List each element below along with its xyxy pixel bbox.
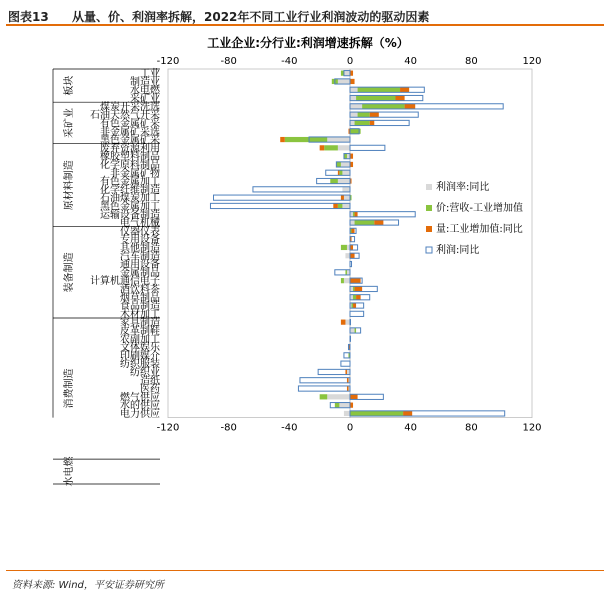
category-label: 非金属矿物: [110, 168, 160, 180]
category-label: 酒饮料茶: [120, 284, 160, 296]
group-label: 采矿业: [64, 107, 75, 138]
category-label: 汽车制造: [120, 251, 160, 263]
legend-label: 利润率:同比: [436, 182, 490, 193]
x-tick-label-bottom: 80: [464, 422, 478, 434]
bar-margin-yoy: [350, 95, 356, 100]
bar-margin-yoy: [350, 120, 355, 125]
x-tick-label-top: 40: [404, 56, 418, 67]
bar-margin-yoy: [344, 411, 350, 416]
bar-margin-yoy: [350, 104, 362, 109]
category-label: 有色金属矿采: [100, 118, 160, 130]
bar-price: [353, 212, 355, 217]
bar-volume: [374, 220, 383, 225]
bar-margin-yoy: [342, 187, 350, 192]
bar-volume: [353, 303, 356, 308]
bar-margin-yoy: [338, 79, 350, 84]
category-label: 橡胶塑料制品: [100, 151, 160, 163]
bar-profit-yoy: [253, 187, 350, 192]
bar-price: [341, 278, 344, 283]
category-label: 黑色金属加工: [100, 201, 160, 213]
category-label: 采矿业: [130, 93, 160, 105]
x-tick-label-top: -40: [281, 56, 298, 67]
category-label: 烟草制品: [120, 292, 160, 304]
category-label: 燃气供应: [120, 392, 160, 404]
bar-price: [358, 112, 370, 117]
bar-margin-yoy: [327, 137, 350, 142]
bar-volume: [370, 112, 379, 117]
bar-volume: [341, 195, 344, 200]
bar-price: [285, 137, 327, 142]
bar-margin-yoy: [338, 145, 350, 150]
bar-margin-yoy: [342, 203, 350, 208]
figure-header: [6, 4, 604, 26]
bar-volume: [350, 79, 355, 84]
legend-swatch: [426, 247, 432, 253]
x-tick-label-top: -120: [156, 56, 180, 67]
category-label: 专用设备: [120, 234, 160, 246]
bar-price: [330, 178, 338, 183]
bar-volume: [347, 386, 349, 391]
legend-swatch: [426, 205, 432, 211]
bar-profit-yoy: [350, 320, 351, 325]
bar-volume: [355, 212, 358, 217]
category-label: 农副加工: [120, 334, 160, 346]
bar-volume: [338, 170, 340, 175]
bar-price: [324, 145, 338, 150]
legend-swatch: [426, 184, 432, 190]
bar-volume: [350, 394, 358, 399]
category-label: 木材加工: [120, 309, 160, 321]
bar-profit-yoy: [214, 195, 351, 200]
bar-price: [335, 403, 340, 408]
category-label: 有色金属加工: [100, 176, 160, 188]
bar-price: [362, 104, 404, 109]
category-label: 食品制造: [120, 301, 160, 313]
bar-volume: [320, 145, 325, 150]
bar-margin-yoy: [345, 320, 350, 325]
group-label: 板块: [64, 75, 75, 96]
category-label: 其他制造: [120, 242, 160, 254]
category-label: 计算机通信电子: [90, 276, 160, 288]
bar-margin-yoy: [350, 112, 358, 117]
bar-volume: [356, 295, 361, 300]
bar-volume: [405, 104, 416, 109]
category-label: 家具制造: [120, 317, 160, 329]
legend-label: 利润:同比: [436, 245, 480, 256]
figure-number: 图表13: [8, 10, 49, 24]
category-label: 电气机械: [120, 218, 160, 230]
bar-volume: [333, 203, 338, 208]
x-tick-label-bottom: 120: [522, 422, 542, 434]
x-tick-label-top: -80: [220, 56, 237, 67]
x-tick-label-top: 120: [522, 56, 542, 67]
bar-margin-yoy: [345, 253, 350, 258]
profit-decomposition-chart: [0, 30, 614, 590]
bar-profit-yoy: [300, 378, 350, 383]
category-label: 纺织业: [130, 367, 160, 379]
category-label: 印刷媒介: [120, 350, 160, 362]
x-tick-label-bottom: 0: [346, 422, 354, 434]
bar-volume: [352, 228, 355, 233]
category-label: 制造业: [130, 76, 160, 88]
bar-price: [336, 162, 341, 167]
bar-profit-yoy: [318, 369, 350, 374]
bar-margin-yoy: [342, 170, 350, 175]
bar-profit-yoy: [350, 336, 351, 341]
bar-margin-yoy: [350, 328, 355, 333]
bar-price: [353, 295, 356, 300]
category-label: 非金属矿采选: [100, 126, 160, 138]
legend-label: 量:工业增加值:同比: [436, 224, 523, 235]
bar-margin-yoy: [344, 195, 350, 200]
category-label: 运输设备制造: [100, 209, 160, 221]
category-label: 工业: [140, 68, 160, 80]
group-label: 消费制造: [64, 368, 75, 409]
category-label: 医药: [140, 384, 160, 396]
bar-volume: [400, 87, 409, 92]
bar-margin-yoy: [338, 178, 350, 183]
bar-volume: [355, 286, 363, 291]
category-label: 黑色金属矿采: [100, 135, 160, 147]
bar-profit-yoy: [350, 145, 385, 150]
category-label: 电力供应: [120, 408, 160, 420]
bar-margin-yoy: [339, 403, 350, 408]
bar-profit-yoy: [350, 212, 415, 217]
bar-volume: [341, 320, 346, 325]
bar-volume: [396, 95, 405, 100]
source-note: 资料来源: Wind，平安证券研究所: [12, 580, 164, 591]
chart-title: 工业企业:分行业:利润增速拆解（%）: [207, 36, 409, 50]
category-label: 水电燃: [130, 85, 160, 97]
bar-price: [338, 203, 343, 208]
bar-profit-yoy: [350, 261, 352, 266]
figure-title: 从量、价、利润率拆解，2022年不同工业行业利润波动的驱动因素: [72, 10, 430, 24]
bar-price: [345, 270, 347, 275]
category-label: 化学原料制品: [100, 159, 160, 171]
bar-volume: [347, 378, 349, 383]
bar-margin-yoy: [341, 162, 350, 167]
bar-price: [358, 87, 400, 92]
bar-price: [339, 170, 342, 175]
category-label: 金属制品: [120, 267, 160, 279]
bar-price: [341, 245, 347, 250]
bar-margin-yoy: [350, 87, 358, 92]
bar-volume: [370, 120, 375, 125]
bar-price: [355, 328, 357, 333]
bar-profit-yoy: [350, 311, 364, 316]
bar-margin-yoy: [327, 394, 350, 399]
bar-volume: [345, 369, 347, 374]
category-label: 仪器仪表: [120, 226, 160, 238]
legend-label: 价:营收-工业增加值: [436, 203, 523, 214]
x-tick-label-bottom: -120: [156, 422, 180, 434]
x-tick-label-bottom: -80: [220, 422, 237, 434]
x-tick-label-bottom: -40: [281, 422, 298, 434]
x-tick-label-bottom: 40: [404, 422, 418, 434]
bar-price: [353, 286, 355, 291]
bar-margin-yoy: [344, 278, 350, 283]
bar-volume: [350, 253, 355, 258]
category-label: 煤炭开采洗选: [100, 101, 160, 113]
group-label: 装备制造: [64, 252, 75, 293]
x-tick-label-top: 80: [464, 56, 478, 67]
bar-price: [356, 95, 395, 100]
category-label: 废弃资源利用: [100, 143, 160, 155]
bar-price: [355, 220, 375, 225]
group-label: 原材料制造: [64, 160, 75, 211]
category-label: 水的供应: [120, 400, 160, 412]
category-label: 文体娱乐: [120, 342, 160, 354]
group-label: 水电燃: [64, 456, 75, 487]
bar-profit-yoy: [210, 203, 350, 208]
category-label: 通用设备: [120, 259, 160, 271]
category-label: 纺织服装: [120, 359, 160, 371]
category-label: 石油天然气开采: [90, 110, 160, 122]
footer-divider: [6, 570, 604, 571]
category-label: 石油煤炭加工: [100, 193, 160, 205]
bar-profit-yoy: [341, 361, 350, 366]
legend-swatch: [426, 226, 432, 232]
category-label: 造纸: [140, 375, 160, 387]
bar-price: [355, 120, 370, 125]
bar-margin-yoy: [350, 220, 355, 225]
bar-margin-yoy: [344, 71, 350, 76]
x-tick-label-top: 0: [346, 56, 354, 67]
bar-profit-yoy: [298, 386, 350, 391]
bar-volume: [403, 411, 412, 416]
bar-volume: [280, 137, 285, 142]
bar-price: [320, 394, 328, 399]
bar-volume: [350, 278, 361, 283]
category-label: 皮革制鞋: [120, 325, 160, 337]
bar-price: [352, 303, 354, 308]
category-label: 化学纤维制造: [100, 184, 160, 196]
bar-price: [350, 411, 403, 416]
